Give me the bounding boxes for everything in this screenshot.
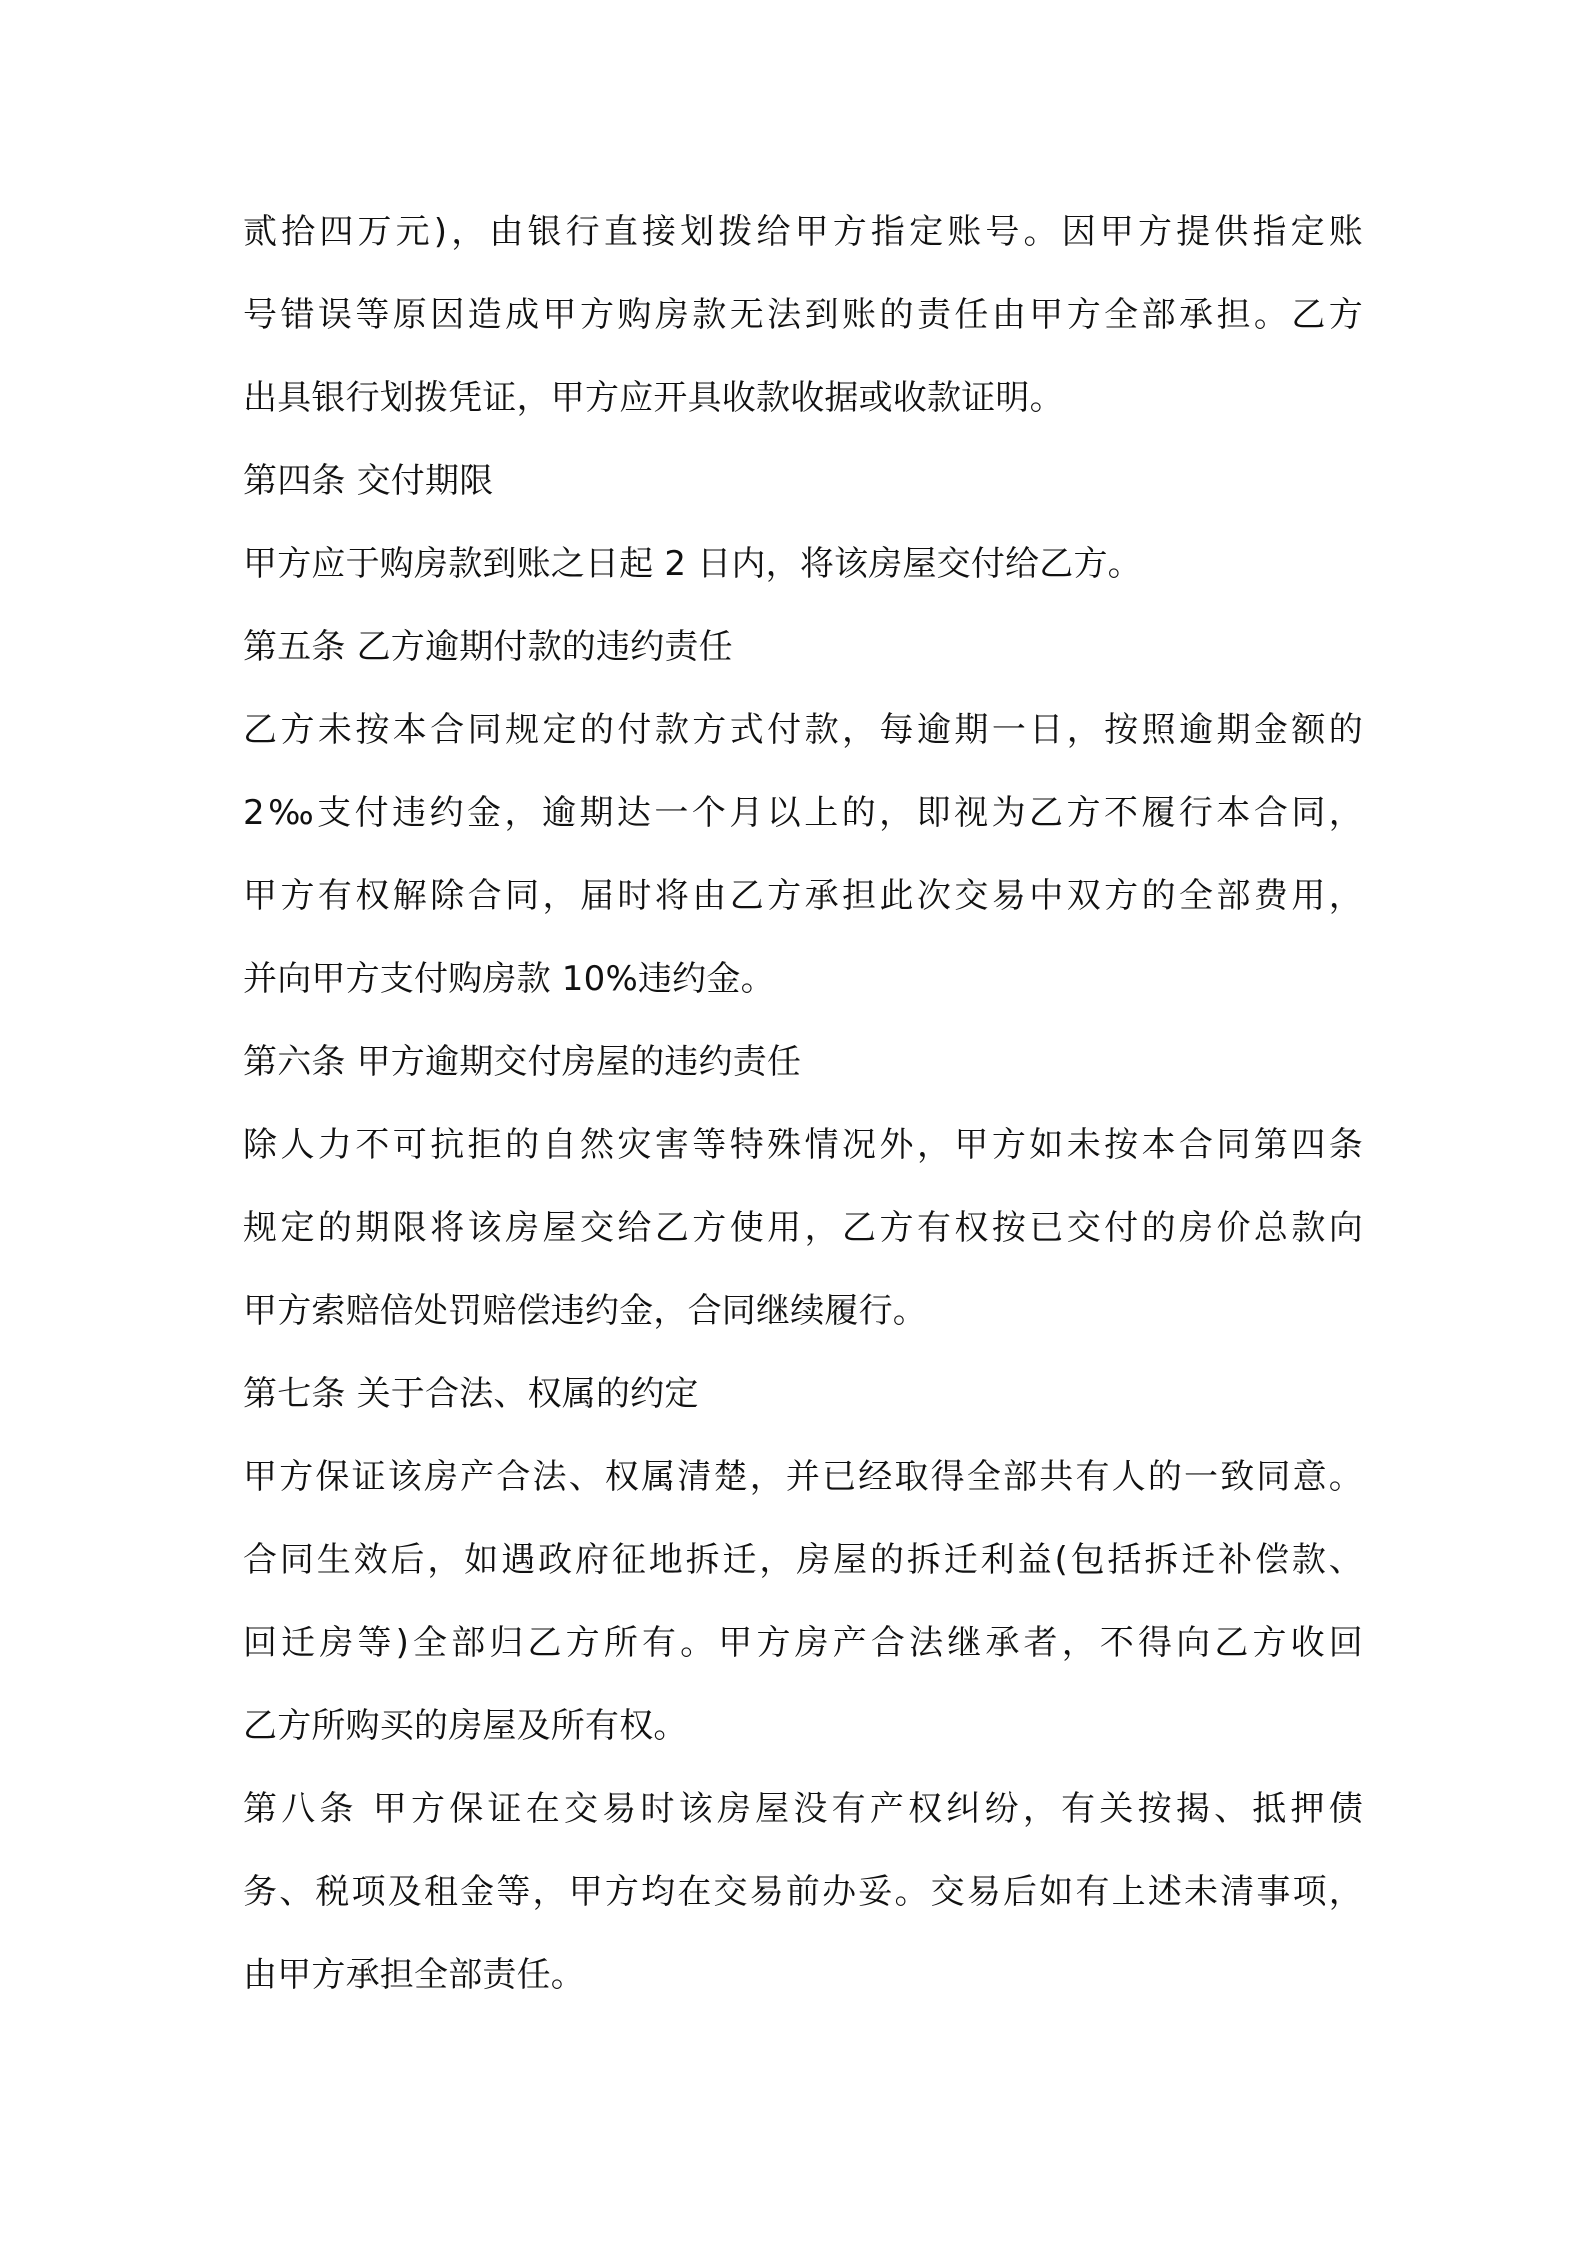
paragraph-line: 甲方有权解除合同，届时将由乙方承担此次交易中双方的全部费用，: [243, 876, 1363, 916]
paragraph-line: 由甲方承担全部责任。: [243, 1955, 585, 1995]
article-heading: 第八条 甲方保证在交易时该房屋没有产权纠纷，有关按揭、抵押债: [243, 1789, 1363, 1829]
paragraph-line: 出具银行划拨凭证，甲方应开具收款收据或收款证明。: [243, 378, 1064, 418]
paragraph-line: 规定的期限将该房屋交给乙方使用，乙方有权按已交付的房价总款向: [243, 1208, 1363, 1248]
paragraph-line: 务、税项及租金等，甲方均在交易前办妥。交易后如有上述未清事项，: [243, 1872, 1363, 1912]
article-heading: 第五条 乙方逾期付款的违约责任: [243, 627, 733, 667]
paragraph-line: 乙方所购买的房屋及所有权。: [243, 1706, 688, 1746]
paragraph-line: 甲方保证该房产合法、权属清楚，并已经取得全部共有人的一致同意。: [243, 1457, 1363, 1497]
document-body: [243, 199, 1363, 2025]
paragraph-line: 号错误等原因造成甲方购房款无法到账的责任由甲方全部承担。乙方: [243, 295, 1363, 335]
article-heading: 第七条 关于合法、权属的约定: [243, 1374, 699, 1414]
paragraph-line: 甲方索赔倍处罚赔偿违约金，合同继续履行。: [243, 1291, 927, 1331]
paragraph-line: 合同生效后，如遇政府征地拆迁，房屋的拆迁利益(包括拆迁补偿款、: [243, 1540, 1363, 1580]
paragraph-line: 除人力不可抗拒的自然灾害等特殊情况外，甲方如未按本合同第四条: [243, 1125, 1363, 1165]
article-heading: 第四条 交付期限: [243, 461, 494, 501]
article-heading: 第六条 甲方逾期交付房屋的违约责任: [243, 1042, 802, 1082]
paragraph-line: 乙方未按本合同规定的付款方式付款，每逾期一日，按照逾期金额的: [243, 710, 1363, 750]
paragraph-line: 2‰支付违约金，逾期达一个月以上的，即视为乙方不履行本合同，: [243, 793, 1363, 833]
paragraph-line: 贰拾四万元)，由银行直接划拨给甲方指定账号。因甲方提供指定账: [243, 212, 1363, 252]
paragraph-line: 甲方应于购房款到账之日起 2 日内，将该房屋交付给乙方。: [243, 544, 1142, 584]
paragraph-line: 并向甲方支付购房款 10%违约金。: [243, 959, 775, 999]
paragraph-line: 回迁房等)全部归乙方所有。甲方房产合法继承者，不得向乙方收回: [243, 1623, 1363, 1663]
